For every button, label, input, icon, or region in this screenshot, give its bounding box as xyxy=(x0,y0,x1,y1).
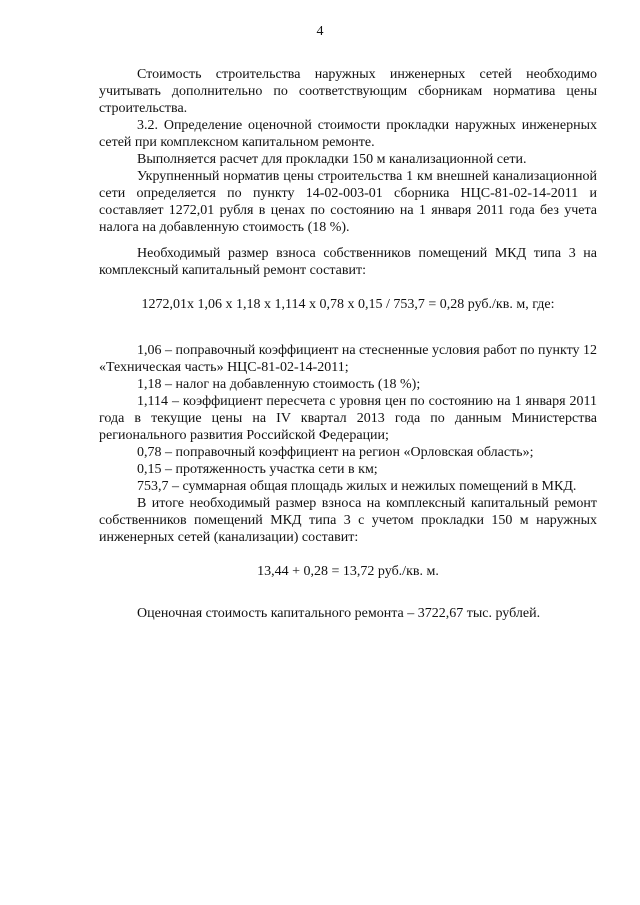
paragraph-contribution-intro: Необходимый размер взноса собственников помещений МКД типа 3 на комплексный капитальный ремонт составит: xyxy=(99,246,597,278)
page-number: 4 xyxy=(316,24,324,39)
coefficient-753-7: 753,7 – суммарная общая площадь жилых и нежилых помещений в МКД. xyxy=(137,479,577,494)
coefficient-0-78: 0,78 – поправочный коэффициент на регион «Орловская область»; xyxy=(137,445,534,460)
paragraph-total-contribution: В итоге необходимый размер взноса на комплексный капитальный ремонт собственников помещений МКД типа 3 с учетом прокладки 150 м наружных инженерных сетей (канализации) составит: xyxy=(99,496,597,545)
coefficient-1-06: 1,06 – поправочный коэффициент на стесненные условия работ по пункту 12 «Техническая часть» НЦС-81-02-14-2011; xyxy=(99,343,597,375)
coefficient-1-18: 1,18 – налог на добавленную стоимость (18 %); xyxy=(137,377,421,392)
section-heading-3-2: 3.2. Определение оценочной стоимости прокладки наружных инженерных сетей при комплексном капитальном ремонте. xyxy=(99,118,597,150)
formula-total: 13,44 + 0,28 = 13,72 руб./кв. м. xyxy=(257,564,439,579)
paragraph-calc-scope: Выполняется расчет для прокладки 150 м канализационной сети. xyxy=(137,152,527,167)
document-body xyxy=(99,66,597,622)
paragraph-network-cost-note: Стоимость строительства наружных инженерных сетей необходимо учитывать дополнительно по соответствующим сборникам норматива цены строительства. xyxy=(99,67,597,116)
formula-contribution: 1272,01х 1,06 х 1,18 х 1,114 х 0,78 х 0,15 / 753,7 = 0,28 руб./кв. м, где: xyxy=(141,297,555,312)
paragraph-norm-definition: Укрупненный норматив цены строительства 1 км внешней канализационной сети определяется по пункту 14-02-003-01 сборника НЦС-81-02-14-2011 и составляет 1272,01 рубля в ценах по состоянию на 1 января 2011 года без учета налога на добавленную стоимость (18 %). xyxy=(99,169,597,235)
paragraph-estimated-cost: Оценочная стоимость капитального ремонта – 3722,67 тыс. рублей. xyxy=(137,606,541,621)
coefficient-0-15: 0,15 – протяженность участка сети в км; xyxy=(137,462,378,477)
coefficient-1-114: 1,114 – коэффициент пересчета с уровня цен по состоянию на 1 января 2011 года в текущие цены на IV квартал 2013 года по данным Министерства регионального развития Российской Федерации; xyxy=(99,394,597,443)
